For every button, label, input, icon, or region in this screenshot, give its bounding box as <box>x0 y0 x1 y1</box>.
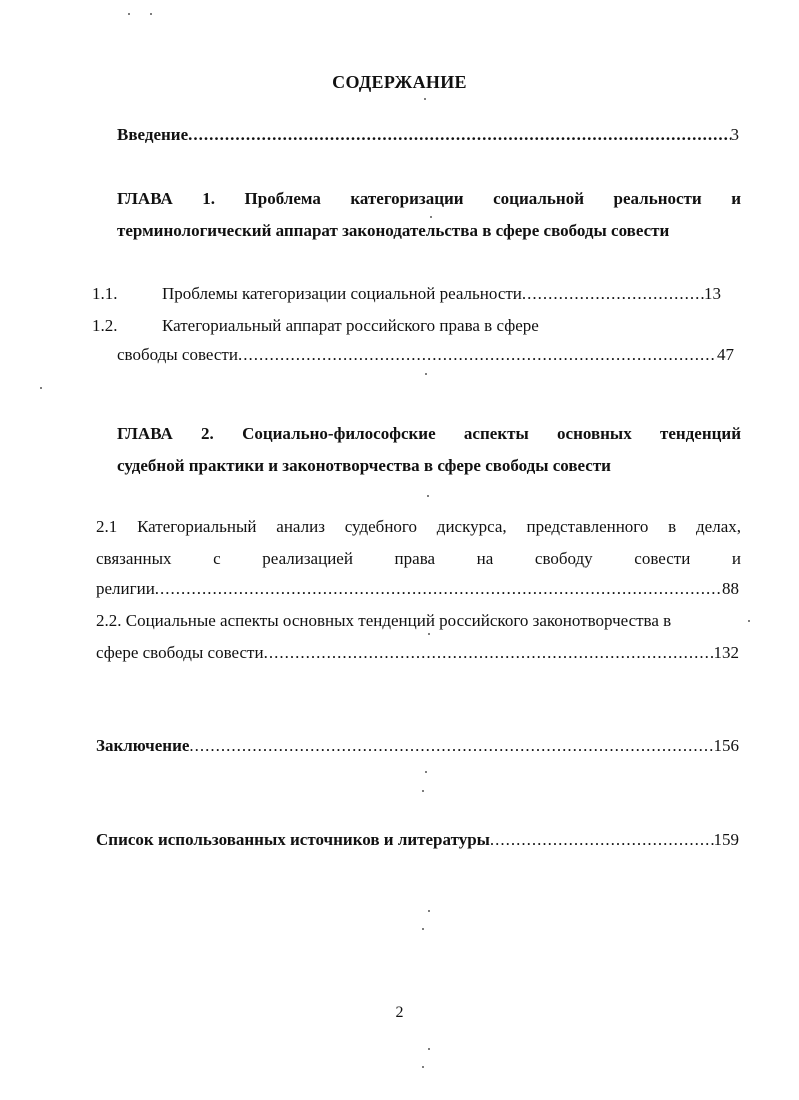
toc-entry-2-1 <box>96 578 739 600</box>
toc-entry-label: религии <box>96 579 155 598</box>
scan-speck <box>748 620 750 622</box>
toc-entry-sources <box>96 829 739 851</box>
scan-speck <box>428 1048 430 1050</box>
toc-entry-2-1-line1: 2.1 Категориальный анализ судебного дискурса, представленного в делах, <box>96 517 741 536</box>
scan-speck <box>430 216 432 218</box>
toc-entry-label: Проблемы категоризации социальной реальности <box>162 284 522 303</box>
toc-entry-page: 13 <box>704 284 721 303</box>
toc-entry-page: 156 <box>713 736 739 755</box>
dot-leader <box>188 124 730 146</box>
scan-speck <box>428 633 430 635</box>
toc-entry-page: 159 <box>713 830 739 849</box>
toc-entry-conclusion <box>96 735 739 757</box>
toc-entry-1-1 <box>162 283 721 305</box>
toc-entry-label: Список использованных источников и литературы <box>96 830 490 849</box>
chapter-1-heading <box>117 188 741 242</box>
scan-speck <box>424 98 426 100</box>
chapter-1-heading-line2: терминологический аппарат законодательства в сфере свободы совести <box>117 221 670 240</box>
chapter-2-heading <box>117 423 741 477</box>
toc-entry-page: 47 <box>717 345 734 364</box>
section-number: 1.2. <box>92 316 118 335</box>
scan-speck <box>427 495 429 497</box>
scan-speck <box>422 1066 424 1068</box>
toc-entry-2-2 <box>96 642 739 664</box>
section-number: 1.1. <box>92 284 118 303</box>
toc-entry-label: Введение <box>117 125 189 144</box>
dot-leader <box>522 283 704 305</box>
dot-leader <box>238 344 717 366</box>
scan-speck <box>425 771 427 773</box>
chapter-1-heading-line1: ГЛАВА 1. Проблема категоризации социальной реальности и <box>117 189 741 208</box>
toc-entry-2-1-line2: связанных с реализацией права на свободу совести и <box>96 549 741 568</box>
toc-entry-page: 88 <box>722 579 739 598</box>
page-number: 2 <box>395 1004 404 1021</box>
scan-speck <box>422 790 424 792</box>
scan-speck <box>150 13 152 15</box>
toc-entry-1-2 <box>117 344 734 366</box>
toc-entry-2-2-line1: 2.2. Социальные аспекты основных тенденций российского законотворчества в <box>96 611 672 630</box>
toc-entry-label: свободы совести <box>117 345 238 364</box>
toc-entry-page: 3 <box>730 125 739 144</box>
scan-speck <box>128 13 130 15</box>
scan-speck <box>428 910 430 912</box>
dot-leader <box>490 829 714 851</box>
scan-speck <box>422 928 424 930</box>
dot-leader <box>189 735 713 757</box>
dot-leader <box>264 642 714 664</box>
chapter-2-heading-line2: судебной практики и законотворчества в сфере свободы совести <box>117 456 611 475</box>
scan-speck <box>40 387 42 389</box>
page-title: СОДЕРЖАНИЕ <box>332 72 467 92</box>
chapter-2-heading-line1: ГЛАВА 2. Социально-философские аспекты основных тенденций <box>117 424 741 443</box>
toc-entry-label: Заключение <box>96 736 190 755</box>
toc-entry-intro <box>117 124 739 146</box>
toc-entry-page: 132 <box>713 643 739 662</box>
dot-leader <box>155 578 722 600</box>
toc-entry-label: сфере свободы совести <box>96 643 264 662</box>
toc-entry-1-2-line1: Категориальный аппарат российского права в сфере <box>162 316 539 335</box>
scan-speck <box>425 373 427 375</box>
